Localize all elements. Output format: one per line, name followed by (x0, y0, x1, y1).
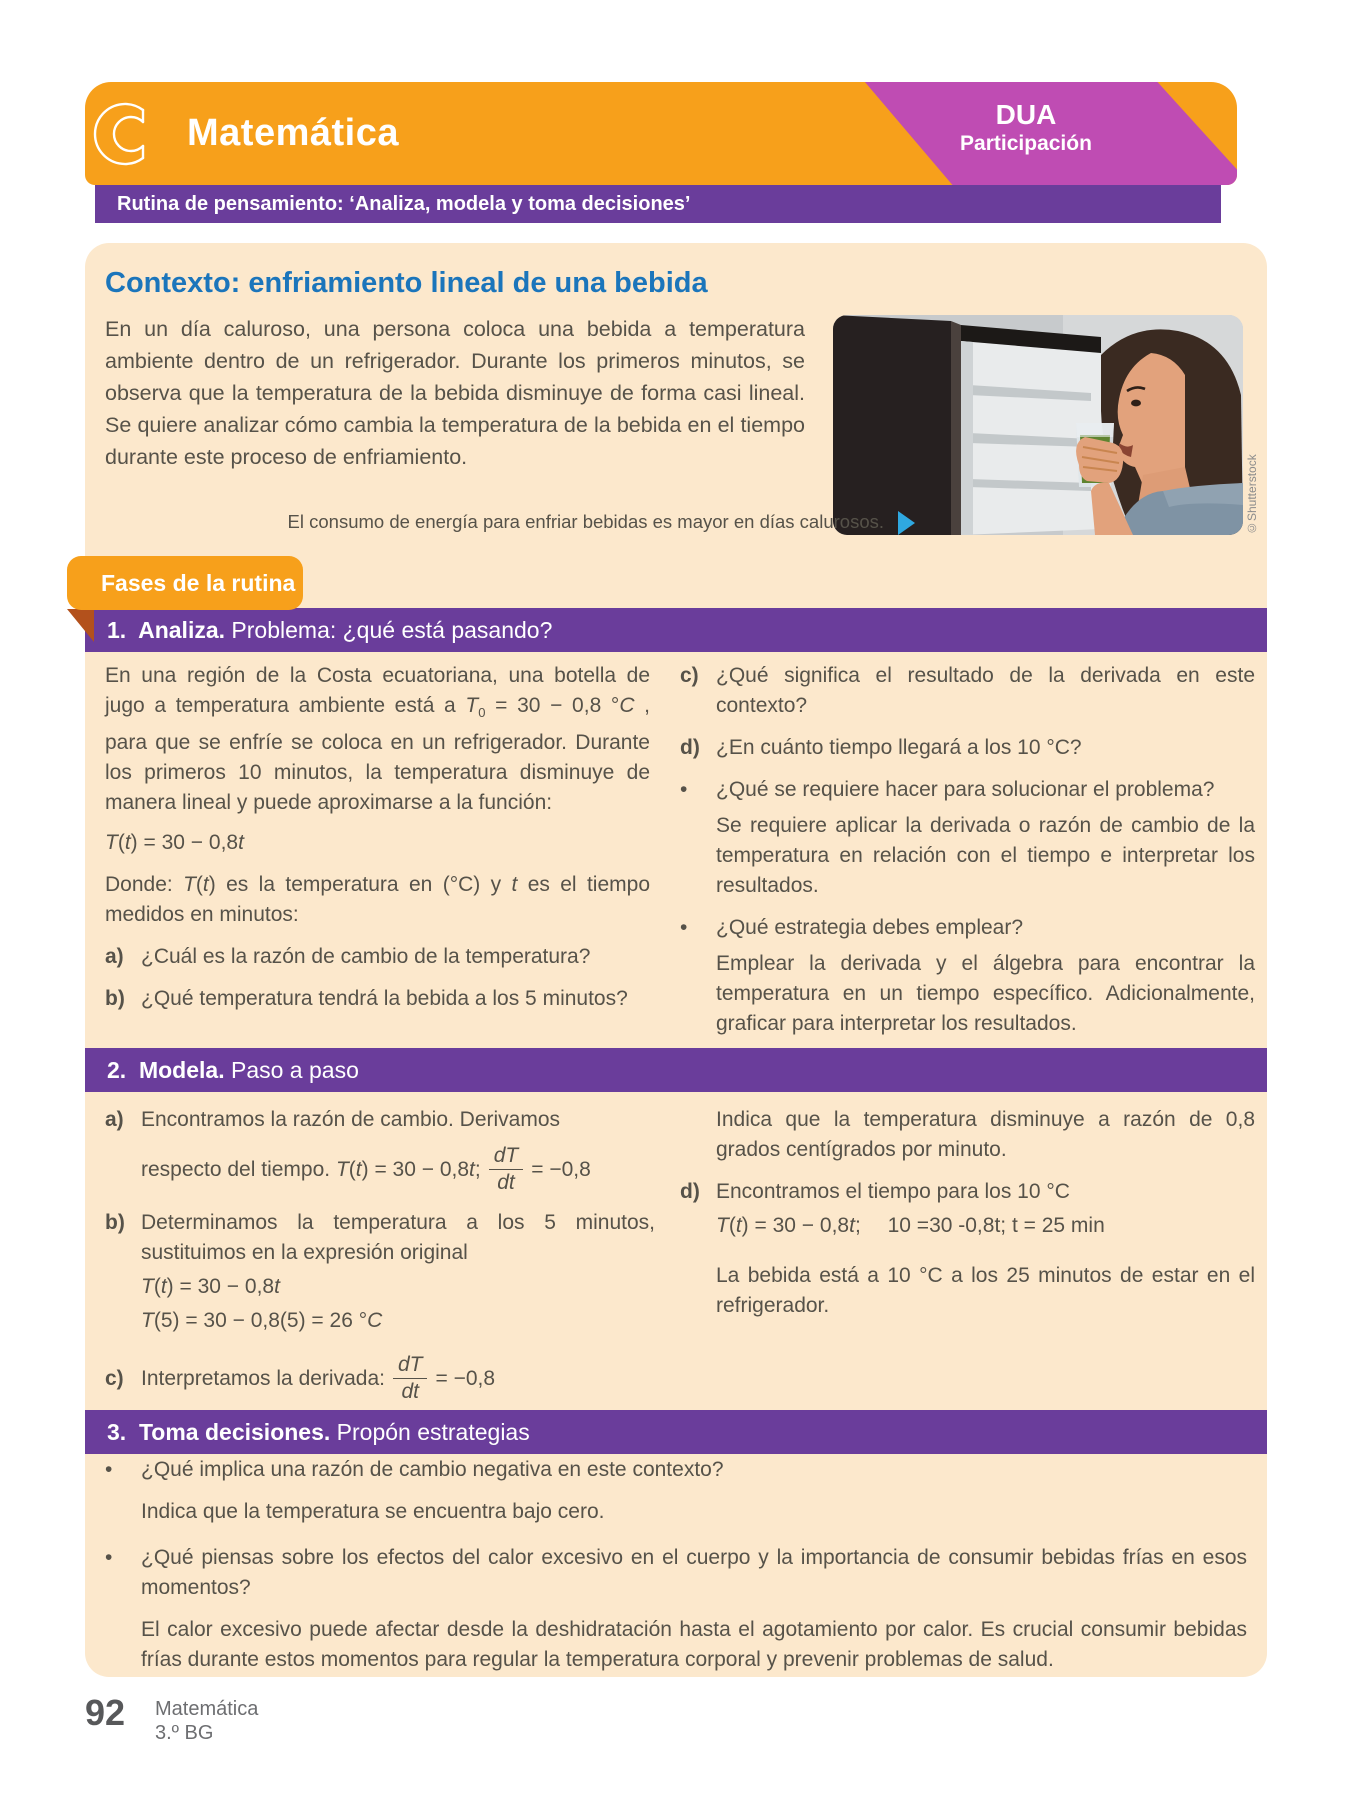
section3-bar-title: 3. Toma decisiones. (107, 1419, 331, 1445)
bullet-answer: Se requiere aplicar la derivada o razón de cambio de la temperatura en relación con el tiempo e interpretar los resultados. (716, 814, 1255, 897)
photo-credit: ©Shutterstock (1245, 454, 1259, 535)
photo-caption: El consumo de energía para enfriar bebidas es mayor en días calurosos. (287, 511, 884, 532)
formula-time: T(t) = 30 − 0,8t; 10 =30 -0,8t; t = 25 min (716, 1214, 1105, 1237)
section2-bar-title: 2. Modela. (107, 1057, 225, 1083)
content-card (85, 243, 1267, 1677)
dua-badge (911, 99, 1141, 157)
step-d: d) Encontramos el tiempo para los 10 °C (680, 1180, 1070, 1203)
phases-badge: Fases de la rutina (67, 556, 303, 610)
section2-left-column (105, 1105, 655, 1405)
subject-title: Matemática (187, 112, 399, 154)
header-banner (85, 82, 1237, 185)
formula-original: T(t) = 30 − 0,8t (141, 1275, 280, 1298)
refrigerator-photo (833, 315, 1243, 535)
section3-body (105, 1455, 1247, 1675)
dT-dt-fraction: $\frac{dT}{dt}$ (489, 1143, 524, 1196)
bullet-question: • ¿Qué piensas sobre los efectos del calor excesivo en el cuerpo y la importancia de consumir bebidas frías en esos momentos? (105, 1546, 1247, 1599)
variables-note: Donde: T(t) es la temperatura en (°C) y t es el tiempo medidos en minutos: (105, 873, 650, 927)
footer-subject: Matemática (155, 1698, 259, 1720)
play-arrow-icon (898, 511, 915, 535)
page-number: 92 (85, 1692, 126, 1733)
section2-right-column (680, 1105, 1255, 1321)
dua-subtitle: Participación (960, 132, 1092, 155)
context-paragraph: En un día caluroso, una persona coloca una bebida a temperatura ambiente dentro de un refrigerador. Durante los primeros minutos, se observa que la temperatura de la bebida disminuye de forma casi lineal. Se quiere analizar cómo cambia la temperatura de la bebida en el tiempo durante este proceso de enfriamiento. (105, 317, 805, 469)
section3-bar-subtitle: Propón estrategias (336, 1419, 530, 1445)
section3-bar (85, 1410, 1267, 1454)
question-d: d) ¿En cuánto tiempo llegará a los 10 °C? (680, 736, 1082, 759)
step-d-answer: La bebida está a 10 °C a los 25 minutos de estar en el refrigerador. (716, 1264, 1255, 1317)
question-b: b) ¿Qué temperatura tendrá la bebida a los 5 minutos? (105, 987, 628, 1011)
step-c: c) Interpretamos la derivada: $\frac{dT}{dt}$ = −0,8 (105, 1353, 496, 1403)
photo-caption-row (105, 509, 915, 535)
bullet-question: • ¿Qué implica una razón de cambio negativa en este contexto? (105, 1458, 724, 1481)
phases-badge-fold (67, 609, 94, 642)
section1-bar (85, 608, 1267, 652)
footer-meta (155, 1697, 258, 1745)
section1-bar-subtitle: Problema: ¿qué está pasando? (231, 617, 553, 643)
formula-t5: T(5) = 30 − 0,8(5) = 26 °C (141, 1309, 383, 1332)
bullet-question: • ¿Qué se requiere hacer para solucionar el problema? (680, 778, 1215, 801)
bullet-question: • ¿Qué estrategia debes emplear? (680, 916, 1024, 939)
section2-bar (85, 1048, 1267, 1092)
bullet-answer: Emplear la derivada y el álgebra para encontrar la temperatura en un tiempo específico. Adicionalmente, graficar para interpretar los resultados. (716, 952, 1255, 1035)
section1-bar-title: 1. Analiza. (107, 617, 226, 643)
footer-grade: 3.º BG (155, 1722, 214, 1744)
bullet-answer: El calor excesivo puede afectar desde la deshidratación hasta el agotamiento por calor. Es crucial consumir bebidas frías durante estos momentos para regular la temperatura corporal y prevenir problemas de salud. (141, 1618, 1247, 1671)
brand-c-icon (91, 96, 167, 172)
step-a: a) Encontramos la razón de cambio. Derivamos respecto del tiempo. T(t) = 30 − 0,8t; $\frac{dT}{dt}$ = −0,8 (105, 1105, 655, 1196)
context-title: Contexto: enfriamiento lineal de una bebida (105, 267, 708, 299)
question-c: c) ¿Qué significa el resultado de la derivada en este contexto? (680, 664, 1255, 717)
interpretation-note: Indica que la temperatura disminuye a razón de 0,8 grados centígrados por minuto. (716, 1108, 1255, 1161)
dT-dt-fraction: $\frac{dT}{dt}$ (393, 1352, 428, 1405)
dua-title: DUA (995, 99, 1057, 130)
section1-left-column (105, 661, 650, 1014)
function-formula: T(t) = 30 − 0,8t (105, 831, 244, 855)
bullet-answer: Indica que la temperatura se encuentra bajo cero. (141, 1500, 605, 1523)
section2-bar-subtitle: Paso a paso (230, 1057, 359, 1083)
question-a: a) ¿Cuál es la razón de cambio de la temperatura? (105, 945, 591, 969)
routine-title-bar: Rutina de pensamiento: ‘Analiza, modela y toma decisiones’ (95, 185, 1221, 223)
section1-right-column (680, 661, 1255, 1039)
derivative-line: respecto del tiempo. T(t) = 30 − 0,8t; $\frac{dT}{dt}$ = −0,8 (141, 1144, 591, 1194)
step-b: b) Determinamos la temperatura a los 5 minutos, sustituimos en la expresión original (105, 1211, 655, 1264)
problem-statement: En una región de la Costa ecuatoriana, una botella de jugo a temperatura ambiente está a $T_0 = 30 - 0,8$ °C , para que se enfríe se coloca en un refrigerador. Durante los primeros 10 minutos, la temperatura disminuye de manera lineal y puede aproximarse a la función: (105, 664, 651, 815)
